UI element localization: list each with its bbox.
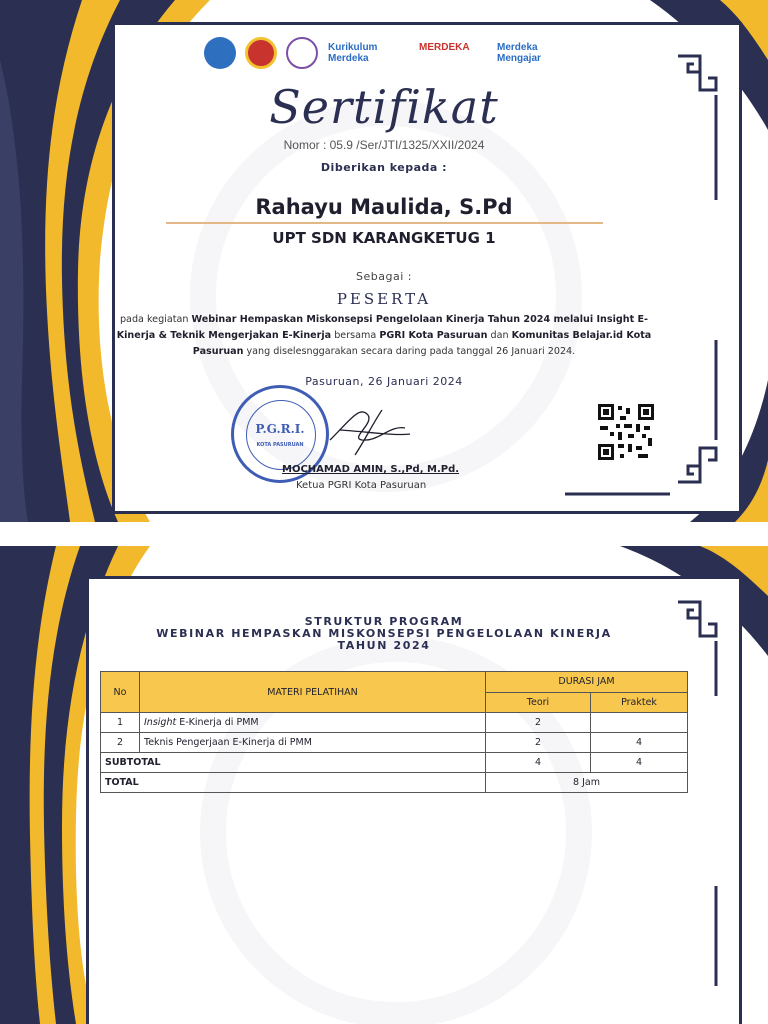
signer-title: Ketua PGRI Kota Pasuruan	[296, 480, 427, 491]
cell-teori: 2	[486, 733, 591, 753]
kurikulum-merdeka-logo: Kurikulum Merdeka	[328, 42, 378, 64]
total-label: TOTAL	[101, 773, 486, 793]
cell-materi-em: Insight	[144, 717, 177, 728]
total-value: 8 Jam	[486, 773, 688, 793]
header-no: No	[101, 672, 140, 713]
subtotal-row	[101, 753, 688, 773]
header-durasi: DURASI JAM	[486, 672, 688, 693]
merdeka-belajar-logo: MERDEKA	[419, 42, 470, 53]
recipient-name: Rahayu Maulida, S.Pd	[255, 195, 513, 219]
table-row	[101, 713, 688, 733]
qr-code	[598, 404, 654, 460]
recipient-school: UPT SDN KARANGKETUG 1	[272, 229, 496, 247]
certificate-title: Sertifikat	[269, 80, 499, 134]
desc-event: Webinar Hempaskan Miskonsepsi Pengelolaan Kinerja Tahun 2024 melalui Insight E-Kinerja & Teknik Mengerjakan E-Kinerja	[116, 314, 649, 341]
header-teori: Teori	[486, 692, 591, 713]
desc-text: yang diselesnggarakan secara daring pada tanggal 26 Januari 2024.	[243, 346, 576, 357]
merdeka-mengajar-logo: Merdeka Mengajar	[497, 42, 541, 64]
desc-org: PGRI Kota Pasuruan	[379, 330, 488, 341]
program-title-line-2: WEBINAR HEMPASKAN MISKONSEPSI PENGELOLAAN KINERJA	[156, 627, 612, 640]
cell-materi	[140, 713, 486, 733]
desc-text: dan	[487, 330, 512, 341]
signer-name: MOCHAMAD AMIN, S.,Pd, M.Pd.	[282, 464, 460, 475]
program-title	[0, 616, 768, 652]
table-row	[101, 733, 688, 753]
header-praktek: Praktek	[591, 692, 688, 713]
program-title-line-3: TAHUN 2024	[337, 639, 431, 652]
cell-no: 2	[101, 733, 140, 753]
header-materi: MATERI PELATIHAN	[140, 672, 486, 713]
page-gap	[0, 522, 768, 546]
stamp-city: KOTA PASURUAN	[256, 442, 304, 448]
place-date: Pasuruan, 26 Januari 2024	[305, 375, 463, 388]
as-label: Sebagai :	[356, 270, 412, 283]
stamp-name: P.G.R.I.	[255, 422, 305, 436]
subtotal-praktek: 4	[591, 753, 688, 773]
subtotal-label: SUBTOTAL	[101, 753, 486, 773]
cell-teori: 2	[486, 713, 591, 733]
given-to-label: Diberikan kepada :	[320, 161, 448, 174]
cell-praktek	[591, 713, 688, 733]
cell-no: 1	[101, 713, 140, 733]
desc-community: Komunitas Belajar.id Kota Pasuruan	[192, 330, 652, 357]
desc-text: bersama	[331, 330, 380, 341]
cell-praktek: 4	[591, 733, 688, 753]
table-header-row	[101, 672, 688, 693]
subtotal-teori: 4	[486, 753, 591, 773]
certificate-number: Nomor : 05.9 /Ser/JTI/1325/XXII/2024	[283, 138, 485, 152]
total-row	[101, 773, 688, 793]
cell-materi-text: Teknis Pengerjaan E-Kinerja di PMM	[144, 737, 312, 748]
cell-materi-text: E-Kinerja di PMM	[176, 717, 259, 728]
program-title-line-1: STRUKTUR PROGRAM	[304, 615, 464, 628]
program-page	[0, 546, 768, 1024]
cell-materi	[140, 733, 486, 753]
program-table	[100, 671, 688, 793]
desc-text: pada kegiatan	[119, 314, 192, 325]
role-label: PESERTA	[336, 290, 432, 308]
